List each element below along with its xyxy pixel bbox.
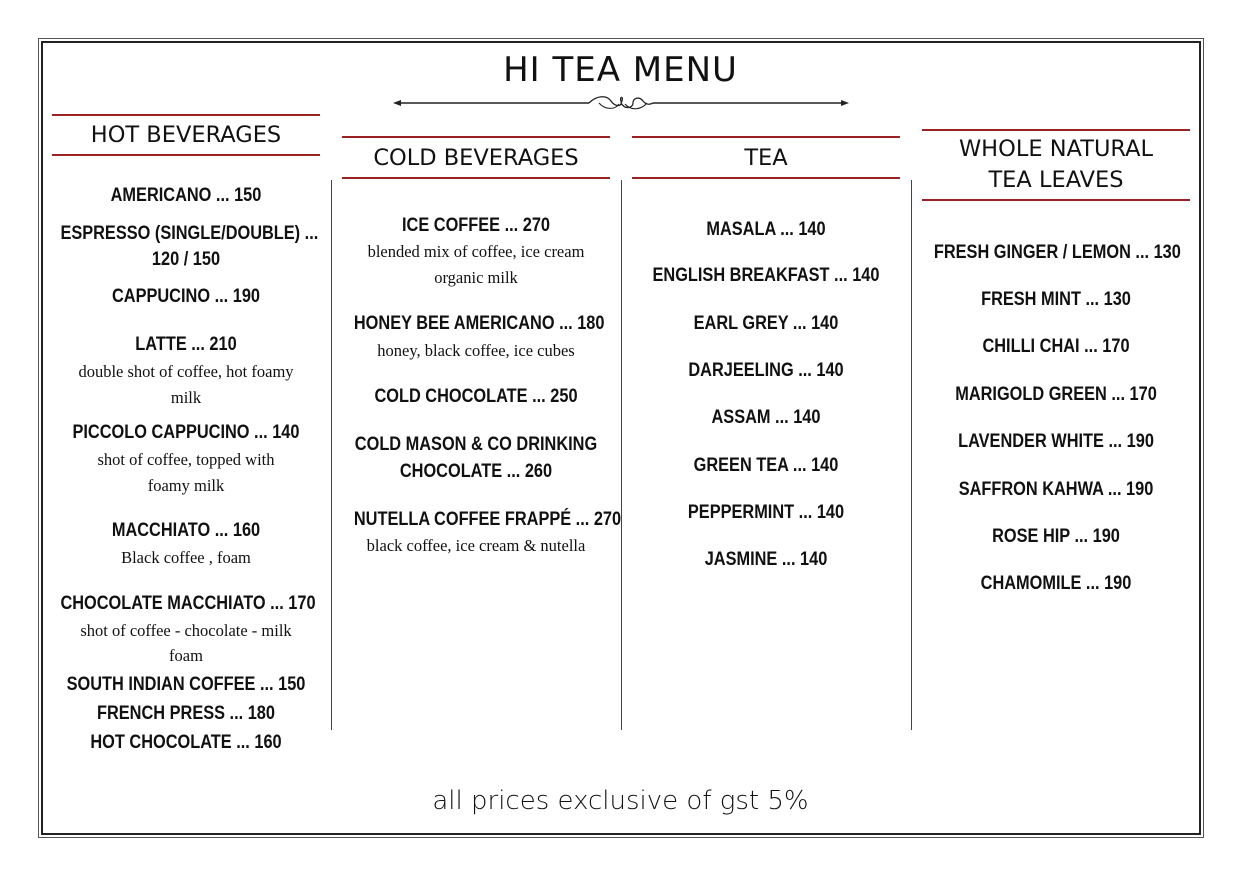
menu-item-name: CAPPUCINO ... 190 — [111, 286, 261, 307]
heading-whole-natural-tea-leaves: WHOLE NATURAL TEA LEAVES — [922, 129, 1190, 201]
menu-item-name: CHILLI CHAI ... 170 — [982, 336, 1130, 357]
menu-item-name: 120 / 150 — [151, 249, 221, 270]
menu-item-name: FRESH MINT ... 130 — [981, 289, 1131, 310]
menu-item-name: NUTELLA COFFEE FRAPPÉ ... 270 — [353, 509, 622, 530]
column-divider — [911, 180, 912, 730]
menu-item-name: EARL GREY ... 140 — [693, 313, 839, 334]
menu-item-name: AMERICANO ... 150 — [110, 185, 262, 206]
menu-item-name: MARIGOLD GREEN ... 170 — [955, 384, 1157, 405]
menu-item-name: HONEY BEE AMERICANO ... 180 — [353, 313, 605, 334]
menu-item-name: LATTE ... 210 — [135, 334, 237, 355]
menu-item-name: HOT CHOCOLATE ... 160 — [90, 732, 282, 753]
menu-item-name: MACCHIATO ... 160 — [111, 520, 261, 541]
menu-item-description: double shot of coffee, hot foamy — [78, 362, 294, 381]
menu-item-name: ICE COFFEE ... 270 — [401, 215, 551, 236]
menu-item-description: blended mix of coffee, ice cream — [367, 242, 585, 261]
menu-item-name: COLD MASON & CO DRINKING — [354, 434, 598, 455]
menu-item-name: CHOCOLATE MACCHIATO ... 170 — [60, 593, 316, 614]
menu-title: HI TEA MENU — [503, 50, 738, 90]
menu-item-name: ENGLISH BREAKFAST ... 140 — [652, 265, 880, 286]
menu-item-name: JASMINE ... 140 — [704, 549, 828, 570]
menu-item-name: CHAMOMILE ... 190 — [980, 573, 1132, 594]
heading-cold-beverages: COLD BEVERAGES — [342, 136, 610, 179]
menu-item-description: black coffee, ice cream & nutella — [366, 536, 586, 555]
menu-item-description: foamy milk — [147, 476, 225, 495]
menu-item-name: ROSE HIP ... 190 — [992, 526, 1120, 547]
menu-item-description: honey, black coffee, ice cubes — [377, 341, 575, 360]
menu-item-name: ASSAM ... 140 — [711, 407, 821, 428]
menu-item-name: DARJEELING ... 140 — [688, 360, 844, 381]
menu-item-description: foam — [169, 646, 203, 665]
menu-item-name: COLD CHOCOLATE ... 250 — [374, 386, 578, 407]
menu-item-name: LAVENDER WHITE ... 190 — [958, 431, 1154, 452]
menu-item-description: shot of coffee - chocolate - milk — [80, 621, 292, 640]
column-divider — [621, 180, 622, 730]
menu-item-description: organic milk — [434, 268, 518, 287]
menu-item-name: SOUTH INDIAN COFFEE ... 150 — [66, 674, 306, 695]
title-ornament-divider — [393, 92, 849, 114]
menu-item-name: SAFFRON KAHWA ... 190 — [958, 479, 1154, 500]
menu-item-description: milk — [170, 388, 202, 407]
heading-hot-beverages: HOT BEVERAGES — [52, 114, 320, 156]
menu-item-name: GREEN TEA ... 140 — [693, 455, 839, 476]
menu-item-name: MASALA ... 140 — [706, 219, 826, 240]
gst-note: all prices exclusive of gst 5% — [432, 786, 809, 816]
menu-item-name: FRESH GINGER / LEMON ... 130 — [933, 242, 1181, 263]
menu-item-name: CHOCOLATE ... 260 — [399, 461, 553, 482]
menu-item-name: FRENCH PRESS ... 180 — [97, 703, 275, 724]
heading-tea: TEA — [632, 136, 900, 179]
menu-item-description: shot of coffee, topped with — [97, 450, 275, 469]
menu-item-name: PICCOLO CAPPUCINO ... 140 — [72, 422, 300, 443]
menu-item-name: ESPRESSO (SINGLE/DOUBLE) ... — [60, 223, 319, 244]
menu-item-name: PEPPERMINT ... 140 — [687, 502, 845, 523]
menu-item-description: Black coffee , foam — [121, 548, 251, 567]
